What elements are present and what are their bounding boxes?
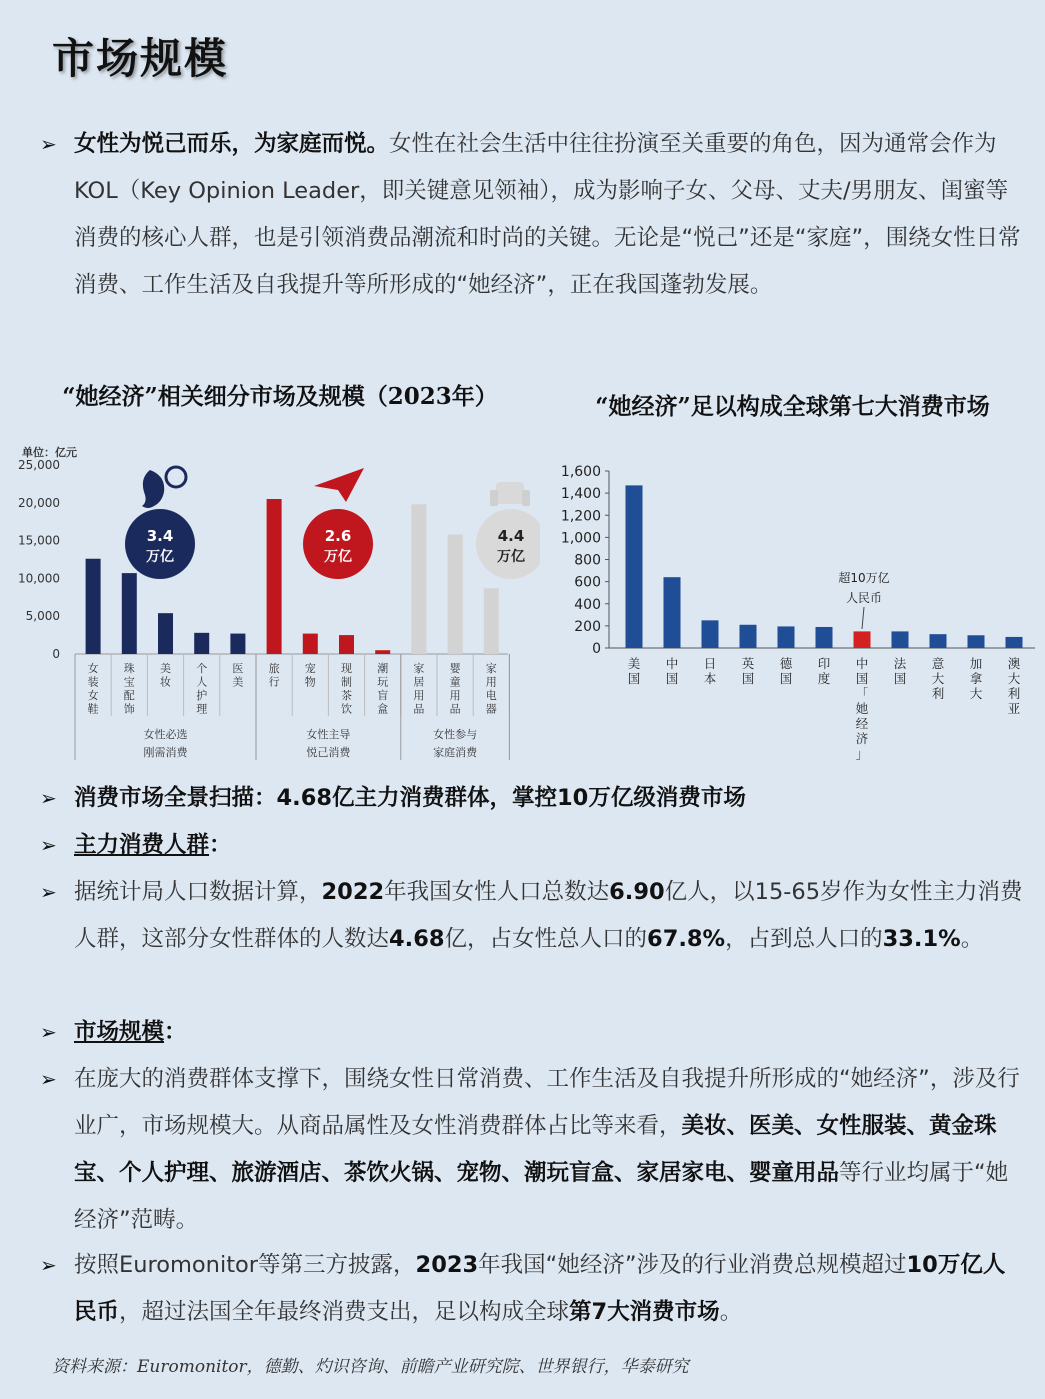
chart1-bar: [375, 650, 390, 654]
chart1-group-label: 悦己消费: [306, 746, 351, 759]
chart1-group-label: 家庭消费: [433, 746, 478, 759]
chart1-ytick: 15,000: [18, 533, 60, 548]
p2-b: 2022: [321, 879, 385, 905]
p2-h: 67.8%: [647, 926, 726, 952]
p2-j: 33.1%: [882, 926, 961, 952]
svg-text:品: 品: [413, 702, 425, 716]
chart1-ytick: 25,000: [18, 458, 60, 472]
svg-text:印: 印: [817, 656, 831, 671]
p4-c: 年我国“她经济”涉及的行业消费总规模超过: [478, 1252, 907, 1278]
svg-text:大: 大: [969, 686, 983, 701]
svg-text:用: 用: [485, 675, 497, 689]
chart1-total-value: 4.4: [497, 527, 525, 545]
point-euromonitor: [40, 1242, 1025, 1336]
chart1-total-unit: 万亿: [324, 549, 352, 565]
chart1-category-label: [124, 661, 135, 716]
chart1-category-label: [232, 662, 243, 689]
svg-text:经: 经: [855, 716, 869, 731]
point-market-scan: [40, 775, 1025, 822]
chart2-category-label: [780, 656, 793, 686]
p4-b: 2023: [415, 1252, 479, 1278]
chart2-annotation-line1: 超10万亿: [838, 571, 890, 585]
woman-face-icon: [142, 467, 186, 508]
chart1-category-label: [486, 661, 497, 716]
point-population: [40, 869, 1025, 963]
p2-d: 6.90: [609, 879, 665, 905]
svg-text:美: 美: [627, 656, 641, 671]
heading-market-size: [40, 1009, 1025, 1056]
svg-text:英: 英: [741, 656, 755, 671]
svg-text:行: 行: [268, 675, 280, 689]
chart1-category-label: [450, 662, 461, 716]
svg-text:盲: 盲: [377, 689, 389, 702]
svg-text:妆: 妆: [160, 675, 171, 689]
heading-main-consumers-text: 主力消费人群: [74, 832, 210, 858]
svg-text:珠: 珠: [123, 662, 135, 675]
chart2-category-label: [666, 656, 679, 686]
svg-text:拿: 拿: [969, 671, 983, 686]
heading-colon: ：: [209, 832, 232, 858]
heading-main-consumers: [40, 822, 1025, 869]
svg-text:中: 中: [665, 656, 679, 671]
svg-text:加: 加: [969, 656, 983, 671]
svg-text:物: 物: [304, 675, 316, 689]
chart2-ytick: 1,600: [560, 464, 601, 480]
chart1-bar: [267, 499, 282, 654]
svg-text:国: 国: [665, 671, 679, 686]
p2-k: 。: [960, 926, 984, 952]
svg-text:家: 家: [485, 662, 497, 675]
svg-text:品: 品: [449, 702, 461, 716]
chart2-category-label: [1008, 656, 1021, 716]
source-note: 资料来源：Euromonitor，德勤、灼识咨询、前瞻产业研究院、世界银行，华泰研究: [52, 1357, 689, 1377]
chart2-title: [545, 391, 1040, 423]
svg-text:用: 用: [413, 689, 425, 702]
chart1-bar: [484, 588, 499, 654]
svg-text:理: 理: [196, 702, 208, 716]
svg-text:婴: 婴: [449, 662, 461, 675]
svg-text:利: 利: [1007, 686, 1021, 701]
svg-text:济: 济: [855, 731, 869, 746]
svg-text:中: 中: [855, 656, 869, 671]
intro-bold: 女性为悦己而乐，为家庭而悦。: [74, 131, 390, 157]
arrow-bullet-icon: ➢: [40, 1020, 57, 1044]
svg-text:女: 女: [87, 662, 99, 675]
p3-c: 等行业均属于“她经济”范畴。: [74, 1160, 1009, 1233]
svg-text:医: 医: [232, 662, 244, 675]
svg-text:女: 女: [87, 689, 99, 702]
p2-c: 年我国女性人口总数达: [384, 879, 610, 905]
p2-i: ，占到总人口的: [725, 926, 883, 952]
chart1-category-label: [269, 662, 280, 689]
svg-text:童: 童: [449, 675, 461, 689]
p4-d: 10: [906, 1252, 938, 1278]
intro-text: 女性在社会生活中往往扮演至关重要的角色，因为通常会作为KOL（Key Opinion Leader，即关键意见领袖），成为影响子女、父母、丈夫/男朋友、闺蜜等消费的核心人群，也是引领消费品潮流和时尚的关键。无论是“悦己”还是“家庭”，围绕女性日常消费、工作生活及自我提升等所形成的“她经济”，正在我国蓬勃发展。: [74, 131, 1021, 298]
chart1-title: [60, 381, 500, 413]
chart2-title-text: “她经济”足以构成全球第七大消费市场: [595, 393, 990, 420]
p3-b: 美妆、医美、女性服装、黄金珠宝、个人护理、旅游酒店、茶饮火锅、宠物、潮玩盲盒、家居家电、婴童用品: [74, 1113, 997, 1186]
svg-text:制: 制: [341, 675, 352, 689]
svg-text:饮: 饮: [341, 702, 352, 716]
paper-plane-icon: [314, 468, 364, 502]
svg-text:盒: 盒: [377, 702, 389, 716]
p4-g: 第7大消费市场: [569, 1299, 720, 1325]
point-market-scan-text: 消费市场全景扫描：4.68亿主力消费群体，掌控10万亿级消费市场: [74, 785, 746, 811]
chart2-bar: [930, 634, 947, 648]
svg-text:国: 国: [893, 671, 907, 686]
svg-text:意: 意: [931, 656, 945, 671]
svg-text:利: 利: [931, 686, 945, 701]
chart1-bar: [230, 634, 245, 654]
p2-g: 亿，占女性总人口的: [444, 926, 648, 952]
p3-a: 在庞大的消费群体支撑下，围绕女性日常消费、工作生活及自我提升所形成的“她经济”，涉及行业广，市场规模大。从商品属性及女性消费群体占比等来看，: [74, 1066, 1020, 1139]
svg-text:宝: 宝: [123, 675, 135, 689]
heading-market-size-text: 市场规模: [74, 1019, 165, 1045]
chart1-bar: [158, 613, 173, 654]
chart1-segment-market-size: [0, 440, 540, 765]
svg-text:鞋: 鞋: [87, 702, 99, 716]
p2-e: 亿人，以15-65岁作为女性主力消费人群，这部分女性群体的人数达: [74, 879, 1023, 952]
chart1-total-value: 3.4: [146, 527, 174, 545]
chart2-annotation-line2: 人民币: [845, 591, 883, 605]
chart2-bar: [854, 631, 871, 648]
chart2-ytick: 600: [574, 574, 601, 591]
chart2-bar: [892, 631, 909, 648]
arrow-bullet-icon: ➢: [40, 833, 57, 857]
chart1-bar: [122, 573, 137, 654]
chart2-category-label: [628, 656, 641, 686]
chart2-ytick: 400: [574, 596, 601, 613]
chart2-category-label: [932, 656, 945, 701]
chart1-category-label: [88, 661, 99, 716]
svg-text:澳: 澳: [1007, 656, 1021, 671]
chart1-title-text: “她经济”相关细分市场及规模（2023年）: [62, 383, 498, 410]
chart1-group-label: 刚需消费: [143, 746, 188, 759]
svg-text:用: 用: [449, 689, 461, 702]
svg-text:度: 度: [817, 671, 831, 686]
chart2-ytick: 0: [592, 641, 601, 657]
svg-text:现: 现: [341, 662, 352, 675]
point-industries: [40, 1056, 1025, 1244]
chart2-global-consumption-market: [545, 455, 1040, 765]
chart2-annotation-pointer: [862, 607, 864, 629]
chart1-category-label: [305, 661, 316, 689]
chart1-bar: [448, 535, 463, 654]
svg-text:玩: 玩: [377, 675, 389, 689]
arrow-bullet-icon: ➢: [40, 880, 57, 904]
chart2-category-label: [818, 656, 831, 686]
intro-paragraph: [40, 121, 1025, 309]
svg-text:潮: 潮: [377, 662, 389, 675]
svg-text:家: 家: [413, 662, 425, 675]
chart1-bar: [339, 635, 354, 654]
chart1-category-label: [377, 661, 388, 716]
chart1-bar: [86, 559, 101, 654]
svg-text:电: 电: [485, 689, 497, 702]
page-title: 市场规模: [52, 34, 229, 83]
chart1-category-label: [160, 662, 171, 689]
chart2-bar: [1006, 637, 1023, 648]
svg-text:配: 配: [123, 689, 135, 702]
arrow-bullet-icon: ➢: [40, 1253, 57, 1277]
svg-text:本: 本: [703, 671, 717, 686]
chart2-category-label: [742, 656, 755, 686]
chart1-unit-label: 单位：亿元: [22, 446, 77, 459]
svg-text:装: 装: [87, 675, 99, 689]
svg-text:茶: 茶: [341, 689, 352, 702]
chart2-bar: [664, 577, 681, 648]
chart1-bar: [411, 504, 426, 654]
chart1-ytick: 10,000: [18, 571, 60, 586]
chart2-category-label: [856, 656, 869, 761]
arrow-bullet-icon: ➢: [40, 786, 57, 810]
svg-text:国: 国: [779, 671, 793, 686]
svg-text:国: 国: [855, 671, 869, 686]
chart1-total-unit: 万亿: [146, 549, 174, 565]
chart1-ytick: 20,000: [18, 495, 60, 510]
chart2-ytick: 200: [574, 618, 601, 635]
chart2-category-label: [704, 656, 717, 686]
svg-text:饰: 饰: [123, 702, 135, 716]
armchair-icon: [490, 482, 530, 506]
svg-text:德: 德: [779, 656, 793, 671]
chart1-ytick: 0: [52, 647, 60, 661]
chart1-category-label: [341, 662, 352, 716]
chart1-category-label: [196, 662, 207, 716]
svg-text:她: 她: [855, 701, 869, 716]
chart2-bar: [816, 627, 833, 648]
heading-colon: ：: [164, 1019, 187, 1045]
chart1-total-unit: 万亿: [497, 549, 525, 565]
chart2-ytick: 1,400: [560, 486, 601, 503]
svg-text:个: 个: [196, 662, 208, 675]
svg-text:人: 人: [196, 675, 208, 689]
svg-text:护: 护: [196, 689, 208, 702]
chart2-bar: [778, 626, 795, 648]
svg-text:大: 大: [1007, 671, 1021, 686]
chart1-total-value: 2.6: [324, 527, 352, 545]
chart2-category-label: [970, 656, 983, 701]
chart1-ytick: 5,000: [25, 609, 60, 624]
chart1-group-label: 女性参与: [433, 728, 478, 741]
svg-text:宠: 宠: [304, 662, 316, 675]
svg-text:法: 法: [893, 656, 907, 671]
svg-text:美: 美: [160, 662, 171, 675]
chart2-bar: [702, 620, 719, 648]
svg-text:「: 「: [855, 686, 869, 701]
p2-f: 4.68: [389, 926, 445, 952]
p2-a: 据统计局人口数据计算，: [74, 879, 322, 905]
chart2-ytick: 1,200: [560, 508, 601, 525]
p4-h: 。: [719, 1299, 743, 1325]
chart2-bar: [968, 635, 985, 648]
chart1-category-label: [413, 661, 424, 716]
arrow-bullet-icon: ➢: [40, 132, 57, 156]
svg-text:日: 日: [703, 656, 717, 671]
svg-text:」: 」: [855, 746, 869, 761]
svg-text:居: 居: [413, 675, 425, 689]
chart2-ytick: 1,000: [560, 530, 601, 547]
svg-text:国: 国: [627, 671, 641, 686]
chart1-group-label: 女性主导: [306, 728, 351, 741]
p4-a: 按照Euromonitor等第三方披露，: [74, 1252, 416, 1278]
chart2-category-label: [894, 656, 907, 686]
svg-text:国: 国: [741, 671, 755, 686]
svg-text:旅: 旅: [268, 662, 280, 675]
chart2-bar: [740, 625, 757, 648]
svg-text:亚: 亚: [1007, 701, 1021, 716]
svg-text:器: 器: [485, 702, 497, 716]
p4-e: 万亿人民币: [74, 1252, 1006, 1325]
chart2-ytick: 800: [574, 552, 601, 569]
svg-text:美: 美: [232, 675, 244, 689]
p4-f: ，超过法国全年最终消费支出，足以构成全球: [119, 1299, 570, 1325]
chart1-group-label: 女性必选: [143, 728, 188, 741]
chart1-bar: [194, 633, 209, 654]
chart1-bar: [303, 634, 318, 654]
arrow-bullet-icon: ➢: [40, 1067, 57, 1091]
svg-text:大: 大: [931, 671, 945, 686]
chart2-bar: [626, 485, 643, 648]
